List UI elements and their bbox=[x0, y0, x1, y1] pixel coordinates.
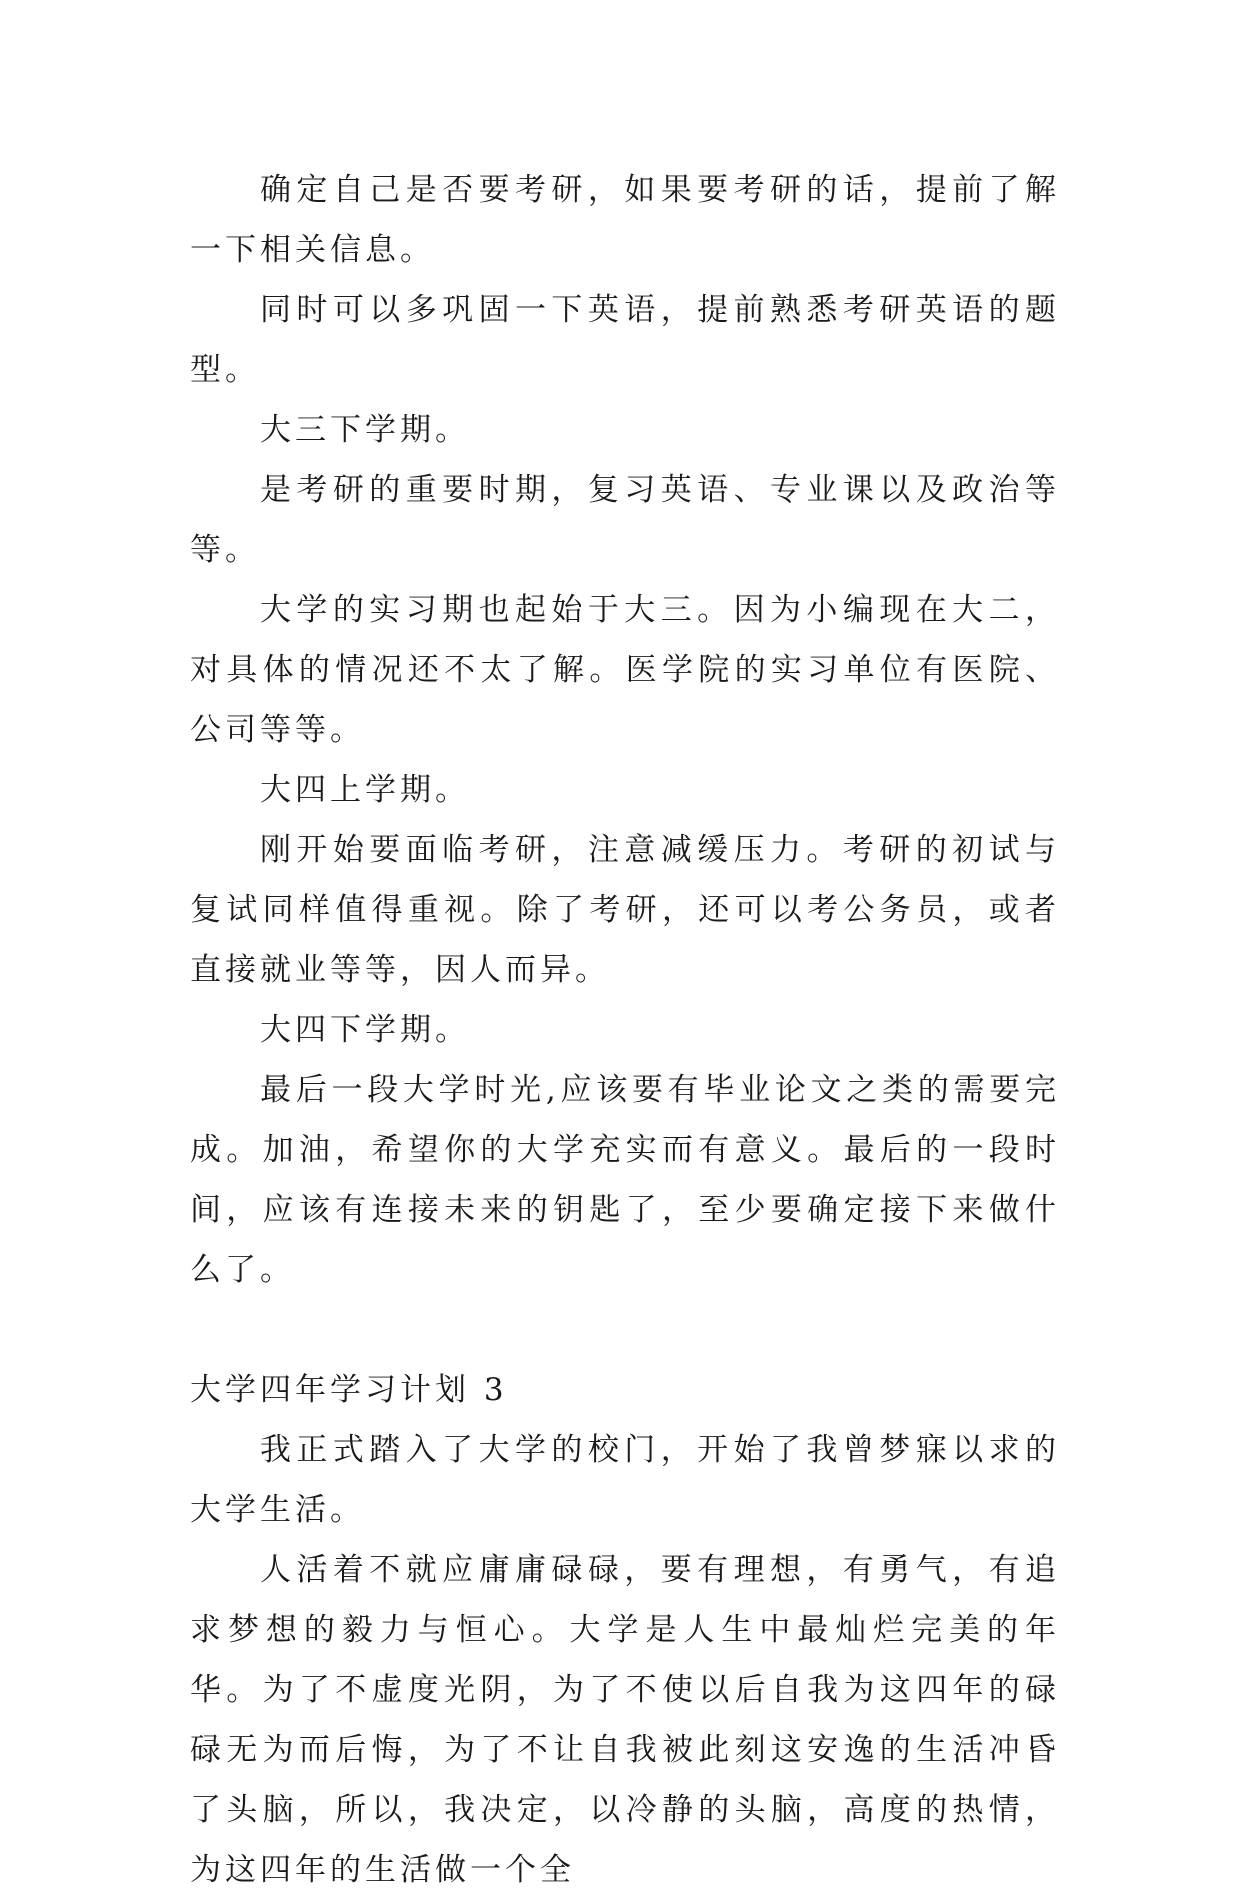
paragraph: 大三下学期。 bbox=[260, 412, 470, 448]
paragraph: 我正式踏入了大学的校门，开始了我曾梦寐以求的大学生活。 bbox=[190, 1432, 1060, 1528]
paragraph: 确定自己是否要考研，如果要考研的话，提前了解一下相关信息。 bbox=[190, 172, 1060, 268]
paragraph: 同时可以多巩固一下英语，提前熟悉考研英语的题型。 bbox=[190, 292, 1060, 388]
paragraph: 大学的实习期也起始于大三。因为小编现在大二，对具体的情况还不太了解。医学院的实习单位有医院、公司等等。 bbox=[190, 592, 1060, 748]
paragraph: 人活着不就应庸庸碌碌，要有理想，有勇气，有追求梦想的毅力与恒心。大学是人生中最灿烂完美的年华。为了不虚度光阴，为了不使以后自我为这四年的碌碌无为而后悔，为了不让自我被此刻这安逸的生活冲昏了头脑，所以，我决定，以冷静的头脑，高度的热情，为这四年的生活做一个全 bbox=[190, 1552, 1060, 1888]
paragraph: 是考研的重要时期，复习英语、专业课以及政治等等。 bbox=[190, 472, 1060, 568]
document-body bbox=[190, 160, 1060, 1900]
paragraph: 最后一段大学时光,应该要有毕业论文之类的需要完成。加油，希望你的大学充实而有意义。最后的一段时间，应该有连接未来的钥匙了，至少要确定接下来做什么了。 bbox=[190, 1072, 1060, 1288]
paragraph: 大四下学期。 bbox=[260, 1012, 470, 1048]
section-heading: 大学四年学习计划 3 bbox=[190, 1372, 508, 1408]
paragraph: 刚开始要面临考研，注意减缓压力。考研的初试与复试同样值得重视。除了考研，还可以考公务员，或者直接就业等等，因人而异。 bbox=[190, 832, 1060, 988]
paragraph: 大四上学期。 bbox=[260, 772, 470, 808]
